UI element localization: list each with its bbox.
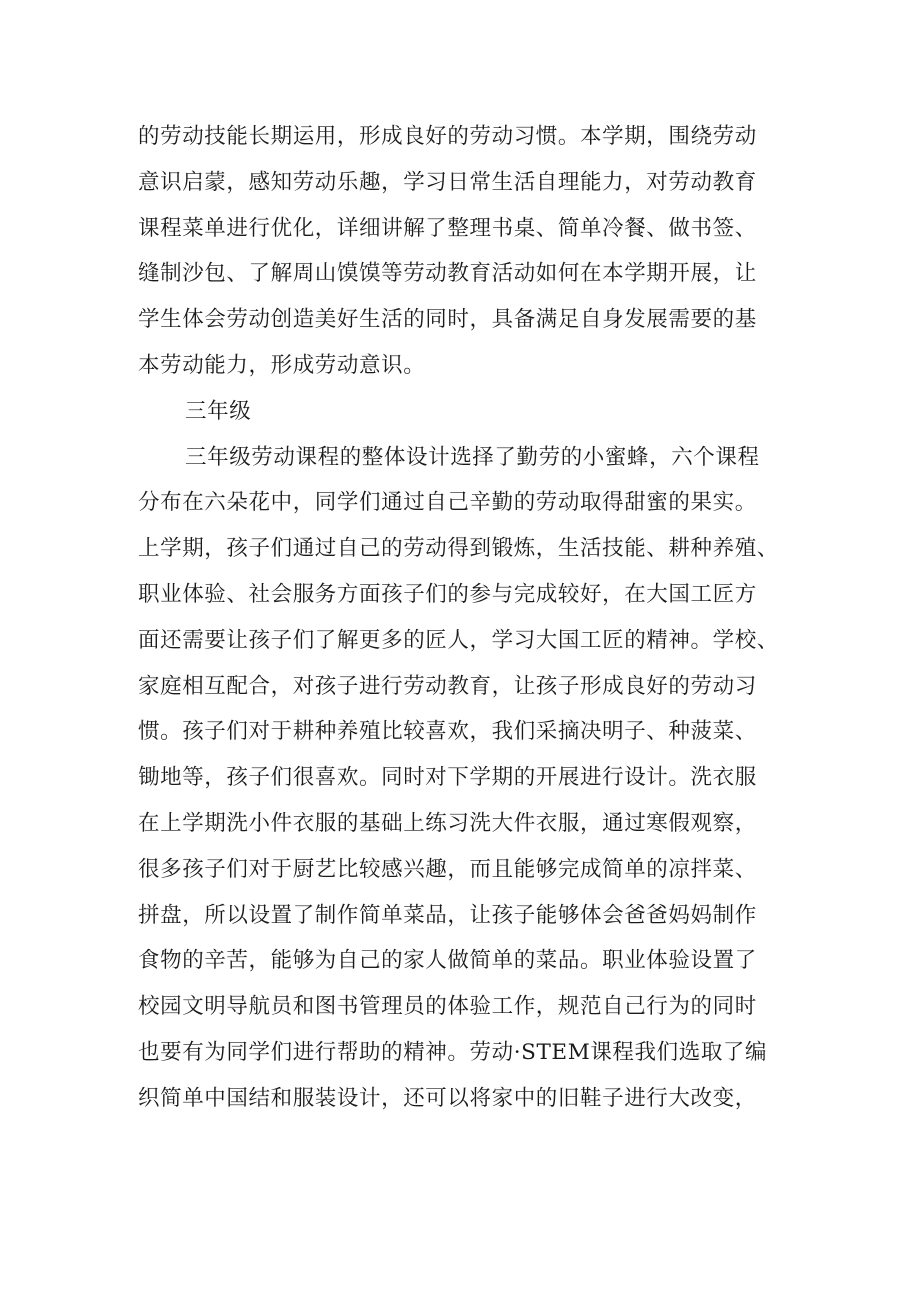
section-heading: 三年级 xyxy=(185,398,252,424)
paragraph-line: 学生体会劳动创造美好生活的同时，具备满足自身发展需要的基 xyxy=(138,307,757,333)
paragraph-line: 惯。孩子们对于耕种养殖比较喜欢，我们采摘决明子、种菠菜、 xyxy=(138,719,757,745)
paragraph-line: 本劳动能力，形成劳动意识。 xyxy=(138,352,426,378)
paragraph-line: 课程菜单进行优化，详细讲解了整理书桌、简单冷餐、做书签、 xyxy=(138,215,757,241)
paragraph-line: 面还需要让孩子们了解更多的匠人，学习大国工匠的精神。学校、 xyxy=(138,627,779,653)
paragraph-line: 在上学期洗小件衣服的基础上练习洗大件衣服，通过寒假观察， xyxy=(138,810,757,836)
paragraph-line: 三年级劳动课程的整体设计选择了勤劳的小蜜蜂，六个课程 xyxy=(185,444,760,470)
paragraph-line: 的劳动技能长期运用，形成良好的劳动习惯。本学期，围绕劳动 xyxy=(138,124,757,149)
paragraph-line: 家庭相互配合，对孩子进行劳动教育，让孩子形成良好的劳动习 xyxy=(138,673,757,699)
paragraph-line: 职业体验、社会服务方面孩子们的参与完成较好，在大国工匠方 xyxy=(138,581,757,607)
paragraph-line: 校园文明导航员和图书管理员的体验工作，规范自己行为的同时 xyxy=(138,994,757,1020)
paragraph-line: 拼盘，所以设置了制作简单菜品，让孩子能够体会爸爸妈妈制作 xyxy=(138,902,757,928)
paragraph-line: 也要有为同学们进行帮助的精神。劳动·STEM课程我们选取了编 xyxy=(138,1039,768,1065)
paragraph-line: 分布在六朵花中，同学们通过自己辛勤的劳动取得甜蜜的果实。 xyxy=(138,490,757,516)
paragraph-line: 很多孩子们对于厨艺比较感兴趣，而且能够完成简单的凉拌菜、 xyxy=(138,856,757,882)
paragraph-line: 织简单中国结和服装设计，还可以将家中的旧鞋子进行大改变， xyxy=(138,1085,757,1111)
paragraph-line: 缝制沙包、了解周山馍馍等劳动教育活动如何在本学期开展，让 xyxy=(138,261,757,287)
paragraph-line: 意识启蒙，感知劳动乐趣，学习日常生活自理能力，对劳动教育 xyxy=(138,169,757,195)
paragraph-line: 上学期，孩子们通过自己的劳动得到锻炼，生活技能、耕种养殖、 xyxy=(138,536,779,562)
paragraph-line: 食物的辛苦，能够为自己的家人做简单的菜品。职业体验设置了 xyxy=(138,948,757,974)
paragraph-line: 锄地等，孩子们很喜欢。同时对下学期的开展进行设计。洗衣服 xyxy=(138,765,757,791)
document-body xyxy=(138,114,798,1122)
